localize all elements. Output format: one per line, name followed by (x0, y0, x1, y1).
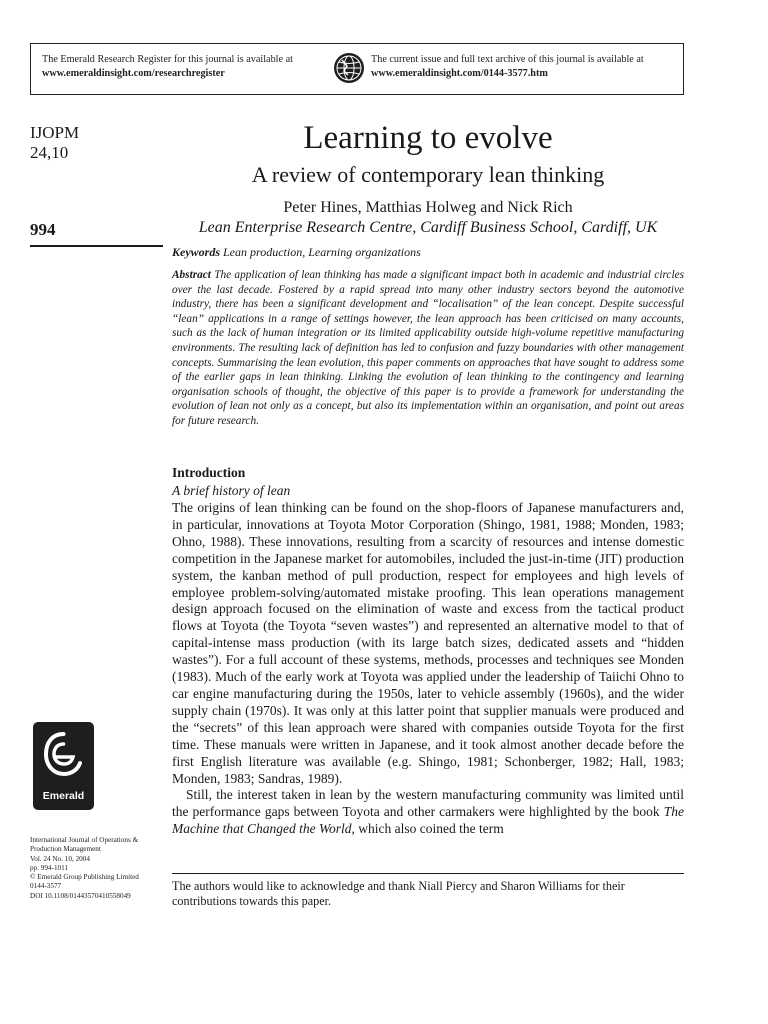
archive-url[interactable]: www.emeraldinsight.com/0144-3577.htm (371, 68, 548, 79)
abstract-label: Abstract (172, 269, 211, 281)
pub-info-line: © Emerald Group Publishing Limited (30, 873, 139, 882)
register-notice (42, 53, 342, 81)
pub-info-line: DOI 10.1108/01443570410558049 (30, 891, 131, 900)
article-title: Learning to evolve (303, 120, 553, 156)
emerald-logo-icon (42, 730, 85, 782)
book-title: The Machine that Changed the World (172, 804, 684, 837)
register-url[interactable]: www.emeraldinsight.com/researchregister (42, 68, 225, 79)
section-subheading: A brief history of lean (172, 483, 291, 498)
body-paragraph-1: The origins of lean thinking can be found on the shop-floors of Japanese manufacturers and, in particular, innovations at Toyota Motor Corporation (Shingo, 1981, 1988; Monden, 1983; Ohno, 1988). These innovations, resulting from a scarcity of resources and intense domestic competition in the Japanese market for automobiles, included the just-in-time (JIT) production system, the kanban method of pull production, respect for employees and high levels of employee problem-solving/automated mistake proofing. This lean operations management design approach focused on the elimination of waste and excess from the tactical product flows at Toyota (the Toyota “seven wastes”) and represented an alternative model to that of capital-intense mass production (with its large batch sizes, dedicated assets and “hidden wastes”). For a full account of these systems, methods, processes and techniques see Monden (1983). Much of the early work at Toyota was applied under the leadership of Taiichi Ohno to car engine manufacturing during the 1950s, later to vehicle assembly (1960s), and the wider supply chain (1970s). It was only at this latter point that supplier manuals were produced and the “secrets” of this lean approach were shared with companies outside Toyota for the first time. These manuals were written in Japanese, and it took almost another decade before the first English literature was available (e.g. Shingo, 1981; Schonberger, 1982; Hall, 1983; Monden, 1983; Sandras, 1989). (172, 500, 684, 786)
keywords-label: Keywords (172, 245, 220, 259)
body-paragraph-2: Still, the interest taken in lean by the western manufacturing community was limited until the performance gaps between Toyota and other carmakers were highlighted by the book The Machine that Changed the World, which also coined the term (172, 787, 684, 837)
article-affiliation: Lean Enterprise Research Centre, Cardiff Business School, Cardiff, UK (198, 219, 658, 236)
archive-notice (371, 53, 681, 81)
section-heading: Introduction (172, 465, 246, 480)
pub-info-line: 0144-3577 (30, 882, 62, 891)
globe-icon (333, 52, 365, 84)
archive-notice-text: The current issue and full text archive of this journal is available at (371, 54, 644, 65)
body-text (172, 500, 684, 838)
abstract-text: The application of lean thinking has made a significant impact both in academic and industrial circles over the last decade. Fostered by a rapid spread into many other industry sectors beyond the automotive industry, there has been a significant development and “localisation” of the lean concept. Despite successful “lean” applications in a range of settings however, the lean approach has been criticised on many accounts, such as the lack of human integration or its limited applicability outside high-volume repetitive manufacturing environments. The resulting lack of definition has led to confusion and fuzzy boundaries with other management concepts. Summarising the lean evolution, this paper comments on approaches that have sought to address some of the earlier gaps in lean thinking. Linking the evolution of lean thinking to the contingency and learning organisation schools of thought, the objective of this paper is to provide a framework for understanding the evolution of lean not only as a concept, but also its implementation within an organisation, and point out areas for future research. (172, 269, 684, 427)
keywords (172, 244, 684, 260)
page-number-rule (30, 245, 163, 247)
footnote: The authors would like to acknowledge and thank Niall Piercy and Sharon Williams for their contributions towards this paper. (172, 879, 625, 909)
journal-code-line1: IJOPM (30, 123, 80, 142)
header-box (30, 43, 684, 95)
abstract (172, 268, 684, 429)
journal-code (30, 123, 79, 163)
page-number: 994 (30, 220, 56, 239)
emerald-logo (33, 722, 94, 810)
article-subtitle: A review of contemporary lean thinking (251, 162, 605, 187)
article-authors: Peter Hines, Matthias Holweg and Nick Rich (283, 199, 573, 216)
publication-info (30, 836, 170, 901)
pub-info-line: Production Management (30, 845, 101, 854)
pub-info-line: Vol. 24 No. 10, 2004 (30, 854, 90, 863)
keywords-text: Lean production, Learning organizations (220, 245, 421, 259)
register-notice-text: The Emerald Research Register for this journal is available at (42, 54, 293, 65)
pub-info-line: pp. 994-1011 (30, 863, 69, 872)
emerald-logo-word: Emerald (42, 790, 85, 802)
pub-info-line: International Journal of Operations & (30, 836, 139, 844)
journal-code-line2: 24,10 (30, 143, 69, 162)
footnote-rule (172, 873, 684, 874)
